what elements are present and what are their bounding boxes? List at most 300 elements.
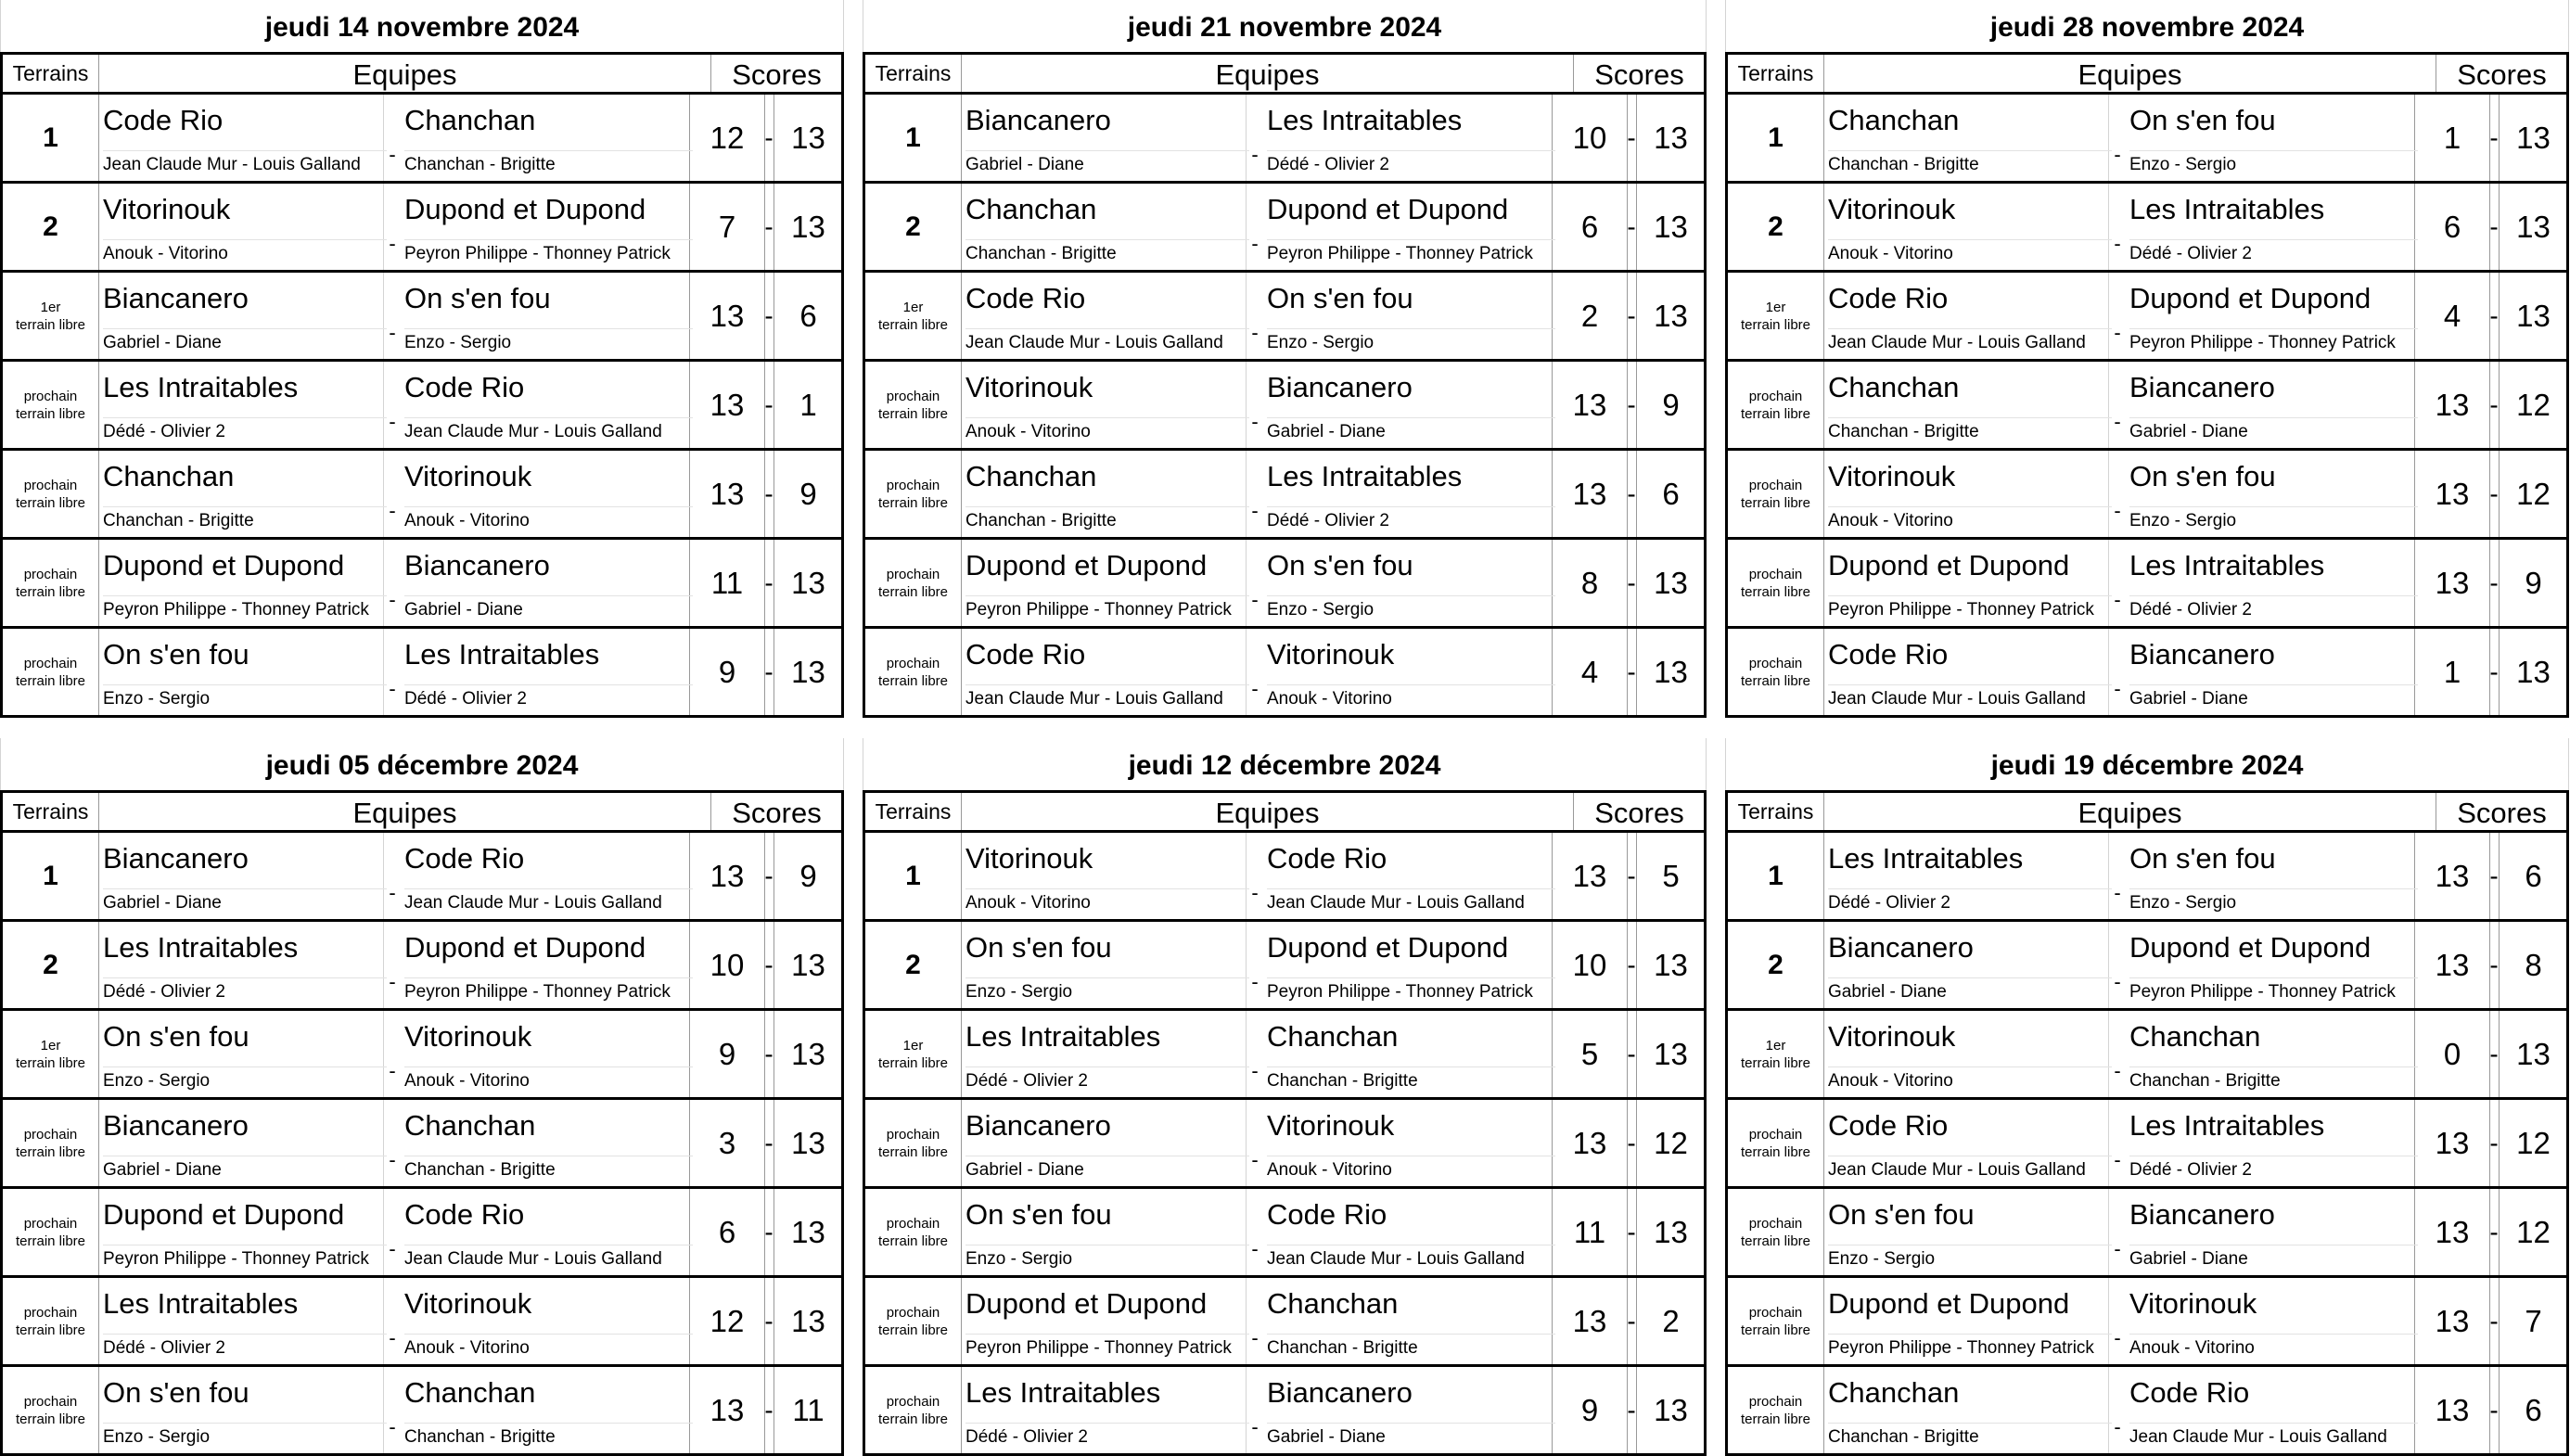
score-separator: -: [1627, 1396, 1636, 1424]
team-separator: -: [1251, 143, 1259, 166]
score-separator: -: [2489, 479, 2499, 508]
team-1-players: Anouk - Vitorino: [1828, 1066, 2112, 1092]
score-1: 13: [2415, 833, 2490, 919]
score-2: 13: [2499, 273, 2567, 359]
team-2-name: Biancanero: [2129, 638, 2275, 671]
team-2-players: Enzo - Sergio: [1267, 328, 1555, 353]
team-2-name: Biancanero: [2129, 371, 2275, 403]
terrain-cell: [1728, 1100, 1824, 1186]
team-2-players: Enzo - Sergio: [1267, 595, 1555, 620]
team-2-cell: [401, 1011, 690, 1097]
terrain-label: 1er terrain libre: [877, 299, 949, 333]
team-1-players: Peyron Philippe - Thonney Patrick: [1828, 595, 2112, 620]
team-2-players: Chanchan - Brigitte: [404, 150, 693, 175]
team-2-name: Les Intraitables: [2129, 193, 2325, 225]
team-2-cell: [401, 184, 690, 270]
team-2-cell: [1263, 95, 1553, 181]
team-2-name: Vitorinouk: [2129, 1287, 2257, 1320]
team-2-cell: [401, 1100, 690, 1186]
team-1-name: Les Intraitables: [965, 1020, 1161, 1053]
team-2-players: Jean Claude Mur - Louis Galland: [2129, 1423, 2418, 1448]
team-1-cell: [99, 1100, 384, 1186]
score-2: 9: [1636, 362, 1705, 448]
team-2-cell: [1263, 629, 1553, 715]
score-2: 13: [774, 1189, 842, 1275]
terrain-label: prochain terrain libre: [1740, 566, 1811, 600]
team-1-name: On s'en fou: [965, 1198, 1112, 1231]
team-separator: -: [389, 410, 396, 433]
terrain-label: prochain terrain libre: [1740, 388, 1811, 422]
team-2-cell: [401, 451, 690, 537]
score-2: 11: [774, 1367, 842, 1453]
team-2-name: Chanchan: [2129, 1020, 2261, 1053]
score-separator: -: [764, 568, 774, 597]
score-2: 13: [774, 629, 842, 715]
match-row: [865, 273, 1704, 362]
terrain-label: prochain terrain libre: [15, 1393, 86, 1427]
match-row: [3, 540, 841, 629]
terrain-label: 1er terrain libre: [15, 1037, 86, 1071]
team-separator: -: [389, 232, 396, 255]
team-2-name: Vitorinouk: [404, 1020, 532, 1053]
team-1-name: Biancanero: [1828, 931, 1974, 964]
team-separator: -: [2114, 232, 2121, 255]
team-2-name: Code Rio: [404, 842, 525, 875]
terrain-cell: [865, 451, 962, 537]
team-2-cell: [1263, 1278, 1553, 1364]
team-1-players: Chanchan - Brigitte: [965, 239, 1249, 264]
team-2-cell: [1263, 1100, 1553, 1186]
header-equipes: Equipes: [352, 58, 457, 91]
score-separator: -: [1627, 212, 1636, 241]
score-separator: -: [1627, 123, 1636, 152]
team-2-players: Chanchan - Brigitte: [1267, 1334, 1555, 1359]
score-2: 9: [2499, 540, 2567, 626]
match-row: [1728, 451, 2566, 540]
terrain-cell: [1728, 540, 1824, 626]
terrain-label: 1: [905, 121, 921, 153]
terrain-cell: [865, 184, 962, 270]
team-2-name: Biancanero: [1267, 1376, 1413, 1409]
match-row: [1728, 1189, 2566, 1278]
score-separator: -: [1627, 479, 1636, 508]
terrain-cell: [1728, 833, 1824, 919]
match-row: [865, 362, 1704, 451]
score-separator: -: [2489, 1129, 2499, 1157]
team-1-players: Enzo - Sergio: [103, 1423, 387, 1448]
team-1-cell: [962, 922, 1247, 1008]
terrain-label: prochain terrain libre: [15, 477, 86, 511]
score-2: 13: [1636, 1189, 1705, 1275]
team-2-players: Dédé - Olivier 2: [2129, 1156, 2418, 1181]
header-scores: Scores: [1573, 55, 1705, 92]
score-separator: -: [764, 1040, 774, 1068]
team-separator: -: [1251, 1059, 1259, 1082]
terrain-label: prochain terrain libre: [877, 1215, 949, 1249]
team-1-cell: [962, 184, 1247, 270]
header-terrains: Terrains: [3, 55, 99, 92]
team-1-name: Code Rio: [1828, 1109, 1949, 1142]
terrain-label: prochain terrain libre: [1740, 477, 1811, 511]
team-1-name: Biancanero: [103, 842, 249, 875]
team-2-cell: [2126, 362, 2415, 448]
team-1-players: Peyron Philippe - Thonney Patrick: [965, 1334, 1249, 1359]
score-1: 13: [2415, 1367, 2490, 1453]
team-1-cell: [962, 451, 1247, 537]
team-2-cell: [401, 1278, 690, 1364]
header-equipes: Equipes: [2078, 797, 2182, 829]
score-1: 13: [1553, 833, 1628, 919]
terrain-cell: [1728, 273, 1824, 359]
match-row: [865, 95, 1704, 184]
score-1: 11: [690, 540, 765, 626]
team-2-name: Chanchan: [404, 104, 536, 136]
score-1: 2: [1553, 273, 1628, 359]
match-row: [1728, 1278, 2566, 1367]
team-1-players: Gabriel - Diane: [103, 328, 387, 353]
team-2-name: Biancanero: [1267, 371, 1413, 403]
team-2-name: Dupond et Dupond: [2129, 931, 2372, 964]
terrain-cell: [865, 833, 962, 919]
team-1-cell: [1824, 1011, 2109, 1097]
score-1: 8: [1553, 540, 1628, 626]
match-table: [1725, 52, 2569, 718]
header-scores: Scores: [2436, 793, 2567, 830]
team-1-cell: [1824, 540, 2109, 626]
team-2-name: Code Rio: [2129, 1376, 2250, 1409]
team-2-players: Jean Claude Mur - Louis Galland: [404, 417, 693, 442]
match-table: [0, 790, 844, 1456]
team-separator: -: [389, 1148, 396, 1171]
terrain-cell: [1728, 184, 1824, 270]
match-row: [1728, 629, 2566, 715]
score-1: 1: [2415, 95, 2490, 181]
team-2-cell: [401, 629, 690, 715]
team-1-cell: [99, 540, 384, 626]
terrain-cell: [865, 1189, 962, 1275]
team-1-players: Jean Claude Mur - Louis Galland: [1828, 328, 2112, 353]
team-1-name: Chanchan: [1828, 104, 1960, 136]
team-1-name: Code Rio: [1828, 638, 1949, 671]
match-row: [865, 184, 1704, 273]
team-1-name: Dupond et Dupond: [1828, 549, 2070, 581]
score-separator: -: [1627, 568, 1636, 597]
team-1-name: Chanchan: [965, 193, 1097, 225]
terrain-cell: [865, 1100, 962, 1186]
terrain-cell: [865, 1011, 962, 1097]
team-2-players: Jean Claude Mur - Louis Galland: [404, 888, 693, 913]
terrain-cell: [3, 833, 99, 919]
team-2-name: On s'en fou: [1267, 549, 1413, 581]
terrain-label: prochain terrain libre: [877, 477, 949, 511]
score-2: 13: [1636, 95, 1705, 181]
team-1-cell: [962, 95, 1247, 181]
score-separator: -: [1627, 1307, 1636, 1335]
team-2-cell: [1263, 184, 1553, 270]
team-1-name: Vitorinouk: [965, 842, 1093, 875]
team-2-name: Les Intraitables: [2129, 1109, 2325, 1142]
team-1-players: Enzo - Sergio: [1828, 1245, 2112, 1270]
team-2-name: On s'en fou: [2129, 460, 2276, 492]
team-2-cell: [401, 1189, 690, 1275]
terrain-cell: [1728, 629, 1824, 715]
day-title: jeudi 12 décembre 2024: [863, 738, 1707, 790]
header-terrains: Terrains: [3, 793, 99, 830]
score-separator: -: [2489, 390, 2499, 419]
score-separator: -: [2489, 862, 2499, 890]
terrain-cell: [3, 1367, 99, 1453]
header-terrains: Terrains: [1728, 793, 1824, 830]
team-2-name: Les Intraitables: [2129, 549, 2325, 581]
team-2-name: Vitorinouk: [404, 1287, 532, 1320]
match-row: [3, 1367, 841, 1453]
match-row: [3, 95, 841, 184]
team-2-cell: [2126, 273, 2415, 359]
team-separator: -: [2114, 321, 2121, 344]
header-equipes: Equipes: [1215, 797, 1320, 829]
team-2-name: Les Intraitables: [1267, 104, 1463, 136]
team-2-cell: [1263, 922, 1553, 1008]
terrain-cell: [3, 1100, 99, 1186]
team-1-players: Peyron Philippe - Thonney Patrick: [103, 1245, 387, 1270]
team-2-players: Gabriel - Diane: [1267, 417, 1555, 442]
table-header: [1728, 55, 2566, 95]
table-header: [865, 793, 1704, 833]
match-row: [1728, 833, 2566, 922]
team-1-players: Enzo - Sergio: [965, 977, 1249, 1003]
match-row: [865, 1100, 1704, 1189]
team-separator: -: [2114, 1326, 2121, 1349]
match-row: [3, 1100, 841, 1189]
team-2-name: Dupond et Dupond: [2129, 282, 2372, 314]
score-2: 13: [1636, 922, 1705, 1008]
score-1: 13: [2415, 362, 2490, 448]
team-1-players: Gabriel - Diane: [1828, 977, 2112, 1003]
team-2-players: Dédé - Olivier 2: [404, 684, 693, 709]
match-row: [3, 922, 841, 1011]
match-table: [1725, 790, 2569, 1456]
team-1-cell: [99, 1367, 384, 1453]
score-1: 11: [1553, 1189, 1628, 1275]
score-separator: -: [764, 1218, 774, 1246]
terrain-label: prochain terrain libre: [15, 566, 86, 600]
score-separator: -: [2489, 212, 2499, 241]
score-1: 13: [690, 1367, 765, 1453]
team-2-cell: [401, 362, 690, 448]
team-2-name: Vitorinouk: [1267, 638, 1395, 671]
score-1: 6: [1553, 184, 1628, 270]
team-1-cell: [99, 184, 384, 270]
score-1: 13: [1553, 1278, 1628, 1364]
team-1-cell: [1824, 1278, 2109, 1364]
team-1-players: Dédé - Olivier 2: [965, 1423, 1249, 1448]
team-1-cell: [962, 1189, 1247, 1275]
team-1-cell: [962, 1100, 1247, 1186]
match-row: [3, 1189, 841, 1278]
terrain-cell: [865, 362, 962, 448]
header-terrains: Terrains: [865, 55, 962, 92]
terrain-label: prochain terrain libre: [1740, 1304, 1811, 1338]
team-2-cell: [1263, 540, 1553, 626]
team-1-cell: [99, 1189, 384, 1275]
team-1-cell: [99, 1278, 384, 1364]
team-1-cell: [1824, 184, 2109, 270]
team-1-name: On s'en fou: [103, 1376, 249, 1409]
team-1-cell: [1824, 362, 2109, 448]
team-separator: -: [2114, 588, 2121, 611]
team-1-name: Dupond et Dupond: [103, 1198, 345, 1231]
score-separator: -: [1627, 1129, 1636, 1157]
day-title: jeudi 21 novembre 2024: [863, 0, 1707, 52]
team-1-cell: [1824, 629, 2109, 715]
score-1: 13: [690, 833, 765, 919]
score-2: 6: [2499, 833, 2567, 919]
team-1-cell: [99, 833, 384, 919]
terrain-cell: [865, 1278, 962, 1364]
team-2-cell: [1263, 273, 1553, 359]
team-2-name: On s'en fou: [404, 282, 551, 314]
score-2: 6: [1636, 451, 1705, 537]
terrain-label: prochain terrain libre: [1740, 655, 1811, 689]
header-equipes: Equipes: [2078, 58, 2182, 91]
team-separator: -: [1251, 677, 1259, 700]
score-1: 13: [2415, 1100, 2490, 1186]
terrain-label: prochain terrain libre: [877, 1304, 949, 1338]
header-scores: Scores: [2436, 55, 2567, 92]
terrain-cell: [1728, 1011, 1824, 1097]
day-title: jeudi 05 décembre 2024: [0, 738, 844, 790]
terrain-cell: [1728, 922, 1824, 1008]
team-1-players: Anouk - Vitorino: [1828, 506, 2112, 531]
team-separator: -: [389, 143, 396, 166]
team-1-players: Chanchan - Brigitte: [1828, 150, 2112, 175]
team-1-players: Jean Claude Mur - Louis Galland: [1828, 1156, 2112, 1181]
team-1-cell: [962, 1367, 1247, 1453]
team-2-cell: [2126, 1367, 2415, 1453]
terrain-cell: [3, 922, 99, 1008]
terrain-label: 1er terrain libre: [1740, 1037, 1811, 1071]
team-separator: -: [1251, 1326, 1259, 1349]
match-table: [863, 790, 1707, 1456]
team-separator: -: [389, 1237, 396, 1260]
score-1: 13: [690, 362, 765, 448]
match-row: [1728, 1011, 2566, 1100]
header-scores: Scores: [1573, 793, 1705, 830]
match-table: [0, 52, 844, 718]
team-2-cell: [1263, 1367, 1553, 1453]
score-1: 6: [690, 1189, 765, 1275]
terrain-cell: [865, 95, 962, 181]
score-2: 12: [2499, 1100, 2567, 1186]
score-2: 13: [1636, 540, 1705, 626]
team-1-cell: [99, 922, 384, 1008]
team-2-players: Enzo - Sergio: [2129, 150, 2418, 175]
team-2-players: Peyron Philippe - Thonney Patrick: [1267, 977, 1555, 1003]
score-separator: -: [1627, 301, 1636, 330]
score-1: 13: [2415, 540, 2490, 626]
team-1-players: Gabriel - Diane: [965, 1156, 1249, 1181]
terrain-label: prochain terrain libre: [1740, 1126, 1811, 1160]
team-separator: -: [2114, 1148, 2121, 1171]
table-header: [3, 55, 841, 95]
team-1-name: Dupond et Dupond: [965, 549, 1208, 581]
score-separator: -: [2489, 658, 2499, 686]
team-1-name: Les Intraitables: [1828, 842, 2024, 875]
team-separator: -: [2114, 677, 2121, 700]
match-row: [1728, 922, 2566, 1011]
team-2-players: Enzo - Sergio: [404, 328, 693, 353]
match-row: [3, 833, 841, 922]
day-title: jeudi 19 décembre 2024: [1725, 738, 2569, 790]
score-2: 13: [774, 184, 842, 270]
score-2: 13: [774, 540, 842, 626]
terrain-label: 1: [905, 860, 921, 891]
team-2-players: Jean Claude Mur - Louis Galland: [1267, 888, 1555, 913]
terrain-label: 1er terrain libre: [15, 299, 86, 333]
score-2: 9: [774, 833, 842, 919]
table-header: [3, 793, 841, 833]
score-2: 13: [1636, 1367, 1705, 1453]
terrain-label: 2: [43, 949, 58, 980]
score-1: 0: [2415, 1011, 2490, 1097]
team-2-cell: [2126, 1011, 2415, 1097]
team-2-players: Peyron Philippe - Thonney Patrick: [2129, 977, 2418, 1003]
header-scores: Scores: [710, 793, 842, 830]
match-row: [865, 1367, 1704, 1453]
match-row: [3, 1011, 841, 1100]
team-2-cell: [1263, 362, 1553, 448]
terrain-cell: [865, 273, 962, 359]
score-separator: -: [764, 123, 774, 152]
team-2-players: Peyron Philippe - Thonney Patrick: [404, 977, 693, 1003]
score-2: 9: [774, 451, 842, 537]
team-1-name: On s'en fou: [103, 638, 249, 671]
terrain-label: prochain terrain libre: [877, 655, 949, 689]
score-2: 13: [1636, 184, 1705, 270]
team-1-name: On s'en fou: [1828, 1198, 1975, 1231]
team-1-cell: [962, 362, 1247, 448]
team-separator: -: [2114, 499, 2121, 522]
terrain-cell: [865, 629, 962, 715]
team-1-players: Chanchan - Brigitte: [1828, 1423, 2112, 1448]
terrain-label: 2: [43, 211, 58, 242]
team-2-name: Vitorinouk: [1267, 1109, 1395, 1142]
score-2: 2: [1636, 1278, 1705, 1364]
team-2-cell: [401, 273, 690, 359]
team-2-cell: [401, 540, 690, 626]
team-1-name: Biancanero: [103, 282, 249, 314]
team-1-cell: [99, 95, 384, 181]
terrain-cell: [865, 922, 962, 1008]
terrain-label: 2: [905, 211, 921, 242]
team-1-cell: [1824, 1100, 2109, 1186]
terrain-label: 1: [1768, 121, 1784, 153]
team-1-cell: [962, 540, 1247, 626]
score-1: 13: [2415, 1278, 2490, 1364]
team-2-players: Peyron Philippe - Thonney Patrick: [404, 239, 693, 264]
team-1-cell: [1824, 1189, 2109, 1275]
match-row: [1728, 1100, 2566, 1189]
terrain-cell: [1728, 95, 1824, 181]
team-2-name: On s'en fou: [2129, 842, 2276, 875]
team-1-cell: [99, 451, 384, 537]
team-1-players: Enzo - Sergio: [103, 684, 387, 709]
terrain-cell: [3, 273, 99, 359]
terrain-label: prochain terrain libre: [877, 1393, 949, 1427]
score-separator: -: [2489, 123, 2499, 152]
team-separator: -: [2114, 143, 2121, 166]
score-separator: -: [764, 301, 774, 330]
